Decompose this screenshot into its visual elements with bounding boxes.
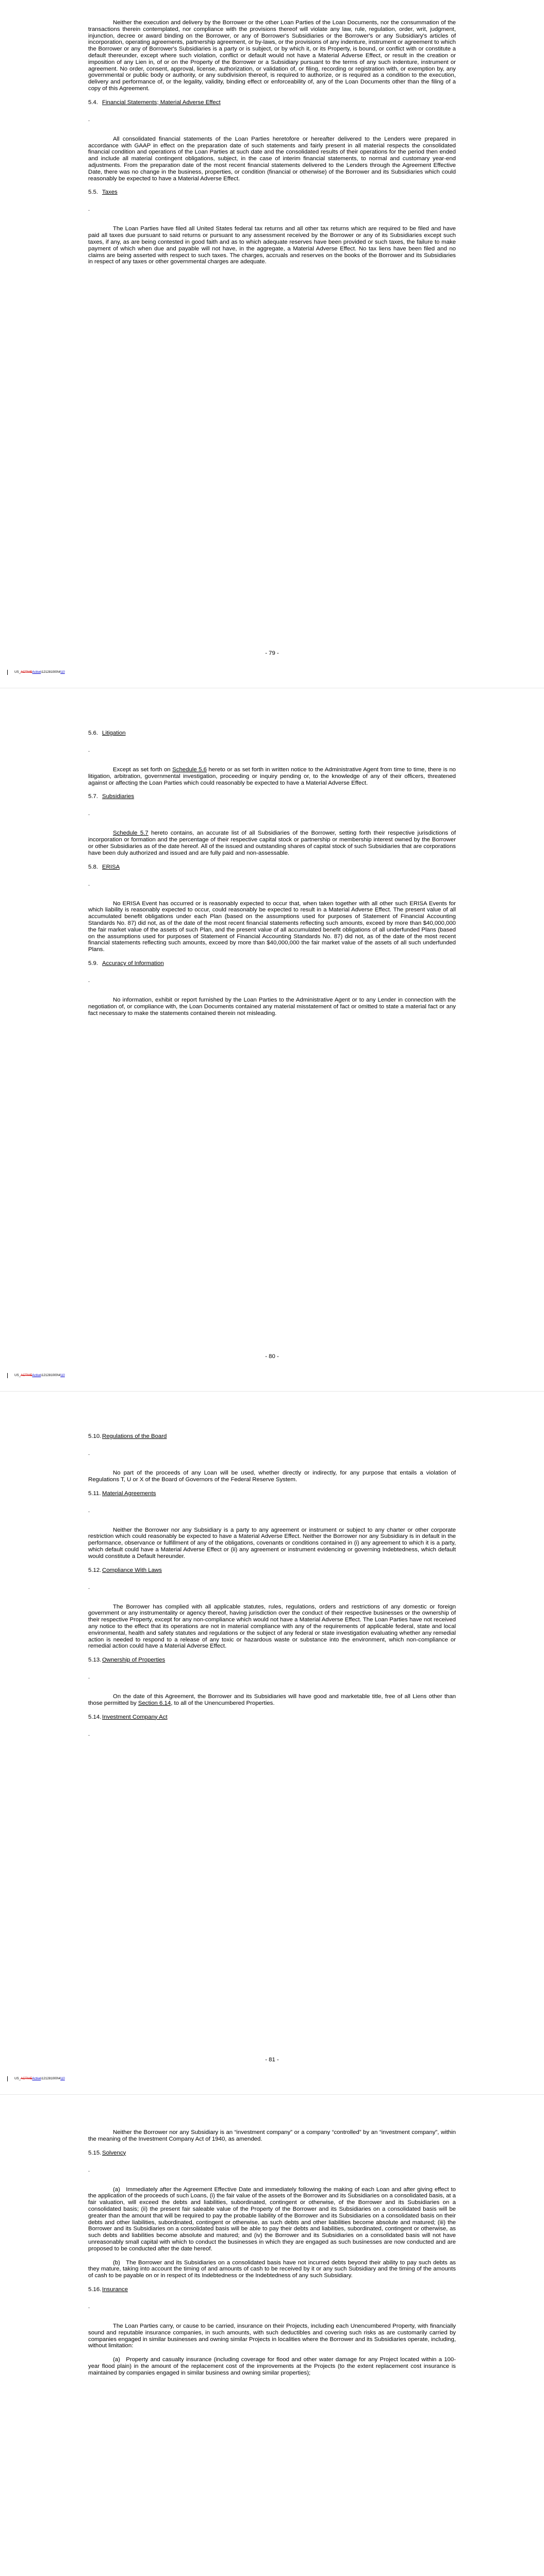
placeholder-dot: . — [88, 2303, 90, 2310]
document-footer: US_ACTIVEActive\121281000\4\10 — [14, 1374, 65, 1377]
page-content — [88, 723, 456, 1024]
document-page-81 — [0, 1406, 544, 2097]
change-bar — [7, 1373, 8, 1378]
section-heading-5-6: 5.6. Litigation — [88, 730, 126, 736]
change-bar — [7, 670, 8, 675]
section-heading-5-16: 5.16. Insurance — [88, 2286, 128, 2293]
page-content — [88, 1426, 456, 1751]
paragraph-solvency-a: (a) Immediately after the Agreement Effective Date and immediately following the making of each Loan and after giving effect to the application of the proceeds of such Loans, (i) the fair value of the assets of the Borrower and its Subsidiaries on a consolidated basis, at a fair valuation, will exceed the debts and liabilities, subordinated, contingent or otherwise, of the Borrower and its Subsidiaries on a consolidated basis; (ii) the present fair saleable value of the Property of the Borrower and its Subsidiaries on a consolidated basis will be greater than the amount that will be required to pay the probable liability of the Borrower and its Subsidiaries on a consolidated basis on their debts and other liabilities, subordinated, contingent or otherwise, as such debts and other liabilities become absolute and matured; (iii) the Borrower and its Subsidiaries on a consolidated basis will be able to pay their debts and liabilities, subordinated, contingent or otherwise, as such debts and liabilities become absolute and matured; and (iv) the Borrower and its Subsidiaries on a consolidated basis will not have unreasonably small capital with which to conduct the businesses in which they are engaged as such businesses are now conducted and are proposed to be conducted after the date hereof. — [88, 2186, 456, 2252]
placeholder-dot: . — [88, 1584, 90, 1590]
placeholder-dot: . — [88, 1674, 90, 1681]
section-heading-5-11: 5.11. Material Agreements — [88, 1490, 156, 1497]
placeholder-dot: . — [88, 1731, 90, 1737]
paragraph-insurance: The Loan Parties carry, or cause to be carried, insurance on their Projects, including each Unencumbered Property, with financially sound and reputable insurance companies, in such amounts, with such deductibles and covering such risks as are customarily carried by companies engaged in similar businesses and owning similar Projects in localities where the Borrower and its Subsidiaries operate, including, without limitation: — [88, 2323, 456, 2349]
page-content — [88, 20, 456, 273]
paragraph-insurance-a: (a) Property and casualty insurance (including coverage for flood and other water damage for any Project located within a 100-year flood plain) in the amount of the replacement cost of the improvements at the Projects (to the extent replacement cost insurance is maintained by companies engaged in similar business and owning similar properties); — [88, 2357, 456, 2376]
section-heading-5-10: 5.10. Regulations of the Board — [88, 1433, 167, 1439]
section-reference: Section 6.14 — [138, 1700, 171, 1706]
placeholder-dot: . — [88, 116, 90, 123]
page-content — [88, 2129, 456, 2384]
paragraph-regulations: No part of the proceeds of any Loan will be used, whether directly or indirectly, for any purpose that entails a violation of Regulations T, U or X of the Board of Governors of the Federal Reserve System. — [88, 1470, 456, 1483]
page-separator — [0, 1391, 544, 1392]
section-heading-5-9: 5.9. Accuracy of Information — [88, 960, 164, 967]
section-heading-5-14: 5.14. Investment Company Act — [88, 1714, 168, 1720]
section-heading-5-4: 5.4. Financial Statements; Material Adverse Effect — [88, 99, 221, 106]
placeholder-dot: . — [88, 810, 90, 817]
schedule-reference: Schedule 5.7 — [113, 830, 149, 837]
document-page-80 — [0, 703, 544, 1394]
section-heading-5-12: 5.12. Compliance With Laws — [88, 1567, 162, 1573]
paragraph-taxes: The Loan Parties have filed all United States federal tax returns and all other tax returns which are required to be filed and have paid all taxes due pursuant to said returns or pursuant to any assessment received by the Borrower or any of its Subsidiaries except such taxes, if any, as are being contested in good faith and as to which adequate reserves have been provided or such taxes, the failure to make payment of which when due and payable will not have, in the aggregate, a Material Adverse Effect. No tax liens have been filed and no claims are being asserted with respect to such taxes. The charges, accruals and reserves on the books of the Borrower and its Subsidiaries in respect of any taxes or other governmental charges are adequate. — [88, 226, 456, 265]
document-footer: US_ACTIVEActive\121281000\4\10 — [14, 670, 65, 674]
paragraph-compliance: The Borrower has complied with all applicable statutes, rules, regulations, orders and restrictions of any domestic or foreign government or any instrumentality or agency thereof, having jurisdiction over the conduct of their respective businesses or the ownership of their respective Property, except for any non-compliance which would not have a Material Adverse Effect. The Loan Parties have not received any notice to the effect that its operations are not in material compliance with any of the requirements of applicable federal, state and local environmental, health and safety statutes and regulations or the subject of any federal or state investigation evaluating whether any remedial action is needed to respond to a release of any toxic or hazardous waste or substance into the environment, which non-compliance or remedial action could have a Material Adverse Effect. — [88, 1603, 456, 1650]
page-number: - 81 - — [265, 2057, 279, 2063]
placeholder-dot: . — [88, 1507, 90, 1514]
page-separator — [0, 2094, 544, 2095]
placeholder-dot: . — [88, 1450, 90, 1456]
placeholder-dot: . — [88, 880, 90, 887]
placeholder-dot: . — [88, 2166, 90, 2173]
section-heading-5-15: 5.15. Solvency — [88, 2149, 126, 2156]
section-heading-5-8: 5.8. ERISA — [88, 863, 120, 870]
section-heading-5-5: 5.5. Taxes — [88, 189, 118, 196]
paragraph-investment-company: Neither the Borrower nor any Subsidiary is an “investment company” or a company “controlled” by an “investment company”, within the meaning of the Investment Company Act of 1940, as amended. — [88, 2129, 456, 2142]
paragraph-subsidiaries: Schedule 5.7 hereto contains, an accurate list of all Subsidiaries of the Borrower, setting forth their respective jurisdictions of incorporation or formation and the percentage of their respective capital stock or partnership or membership interest owned by the Borrower or other Subsidiaries as of the date hereof. All of the issued and outstanding shares of capital stock of such Subsidiaries that are corporations have been duly authorized and issued and are fully paid and non-assessable. — [88, 830, 456, 856]
schedule-reference: Schedule 5.6 — [172, 767, 207, 773]
paragraph-erisa: No ERISA Event has occurred or is reasonably expected to occur that, when taken together with all other such ERISA Events for which liability is reasonably expected to occur, could reasonably be expected to result in a Material Adverse Effect. The present value of all accumulated benefit obligations under each Plan (based on the assumptions used for purposes of Statement of Financial Accounting Standards No. 87) did not, as of the date of the most recent financial statements reflecting such amounts, exceed by more than $40,000,000 the fair market value of the assets of such Plan, and the present value of all accumulated benefit obligations of all underfunded Plans (based on the assumptions used for purposes of Statement of Financial Accounting Standards No. 87) did not, as of the date of the most recent financial statements reflecting such amounts, exceed by more than $40,000,000 the fair market value of the assets of all such underfunded Plans. — [88, 900, 456, 953]
document-page-79 — [0, 0, 544, 690]
section-heading-5-13: 5.13. Ownership of Properties — [88, 1657, 166, 1664]
page-number: - 79 - — [265, 650, 279, 656]
placeholder-dot: . — [88, 206, 90, 213]
page-number: - 80 - — [265, 1353, 279, 1360]
paragraph-no-conflict: Neither the execution and delivery by the Borrower or the other Loan Parties of the Loan Documents, nor the consummation of the transactions therein contemplated, nor compliance with the provisions thereof will violate any law, rule, regulation, order, writ, judgment, injunction, decree or award binding on the Borrower, or any of Borrower's Subsidiaries or the Borrower's or any Subsidiary's articles of incorporation, operating agreements, partnership agreement, or by-laws, or the provisions of any indenture, instrument or agreement to which the Borrower or any of Borrower's Subsidiaries is a party or is subject, or by which it, or its Property, is bound, or conflict with or constitute a default thereunder, except where such violation, conflict or default would not have a Material Adverse Effect, or result in the creation or imposition of any Lien in, of or on the Property of the Borrower or a Subsidiary pursuant to the terms of any such indenture, instrument or agreement. No order, consent, approval, license, authorization, or validation of, or filing, recording or registration with, or exemption by, any governmental or public body or authority, or any subdivision thereof, is required to authorize, or is required as a condition to the execution, delivery and performance of, or the legality, validity, binding effect or enforceability of, any of the Loan Documents other than the filing of a copy of this Agreement. — [88, 20, 456, 92]
paragraph-material-agreements: Neither the Borrower nor any Subsidiary is a party to any agreement or instrument or subject to any charter or other corporate restriction which could reasonably be expected to have a Material Adverse Effect. Neither the Borrower nor any Subsidiary is in default in the performance, observance or fulfillment of any of the obligations, covenants or conditions contained in (i) any agreement to which it is a party, which default could have a Material Adverse Effect or (ii) any agreement or instrument evidencing or governing Indebtedness, which default would constitute a Default hereunder. — [88, 1527, 456, 1560]
placeholder-dot: . — [88, 977, 90, 984]
paragraph-solvency-b: (b) The Borrower and its Subsidiaries on a consolidated basis have not incurred debts beyond their ability to pay such debts as they mature, taking into account the timing of and amounts of cash to be received by it or any such Subsidiary and the timing of the amounts of cash to be payable on or in respect of its Indebtedness or the Indebtedness of any such Subsidiary. — [88, 2259, 456, 2279]
document-page-82 — [0, 2110, 544, 2576]
paragraph-ownership: On the date of this Agreement, the Borrower and its Subsidiaries will have good and marketable title, free of all Liens other than those permitted by Section 6.14, to all of the Unencumbered Properties. — [88, 1693, 456, 1706]
placeholder-dot: . — [88, 747, 90, 753]
paragraph-accuracy: No information, exhibit or report furnished by the Loan Parties to the Administrative Agent or to any Lender in connection with the negotiation of, or compliance with, the Loan Documents contained any material misstatement of fact or omitted to state a material fact or any fact necessary to make the statements contained therein not misleading. — [88, 996, 456, 1016]
section-heading-5-7: 5.7. Subsidiaries — [88, 793, 135, 800]
document-footer: US_ACTIVEActive\121281000\4\10 — [14, 2077, 65, 2080]
change-bar — [7, 2076, 8, 2081]
paragraph-litigation: Except as set forth on Schedule 5.6 hereto or as set forth in written notice to the Administrative Agent from time to time, there is no litigation, arbitration, governmental investigation, proceeding or inquiry pending or, to the knowledge of any of their officers, threatened against or affecting the Loan Parties which could reasonably be expected to have a Material Adverse Effect. — [88, 767, 456, 786]
paragraph-financial-statements: All consolidated financial statements of the Loan Parties heretofore or hereafter delivered to the Lenders were prepared in accordance with GAAP in effect on the preparation date of such statements and fairly present in all material respects the consolidated financial condition and operations of the Loan Parties at such date and the consolidated results of their operations for the period then ended and include all material contingent obligations, subject, in the case of interim financial statements, to normal and customary year-end adjustments. From the preparation date of the most recent financial statements delivered to the Lenders through the Agreement Effective Date, there was no change in the business, properties, or condition (financial or otherwise) of the Borrower and its Subsidiaries which could reasonably be expected to have a Material Adverse Effect. — [88, 135, 456, 182]
